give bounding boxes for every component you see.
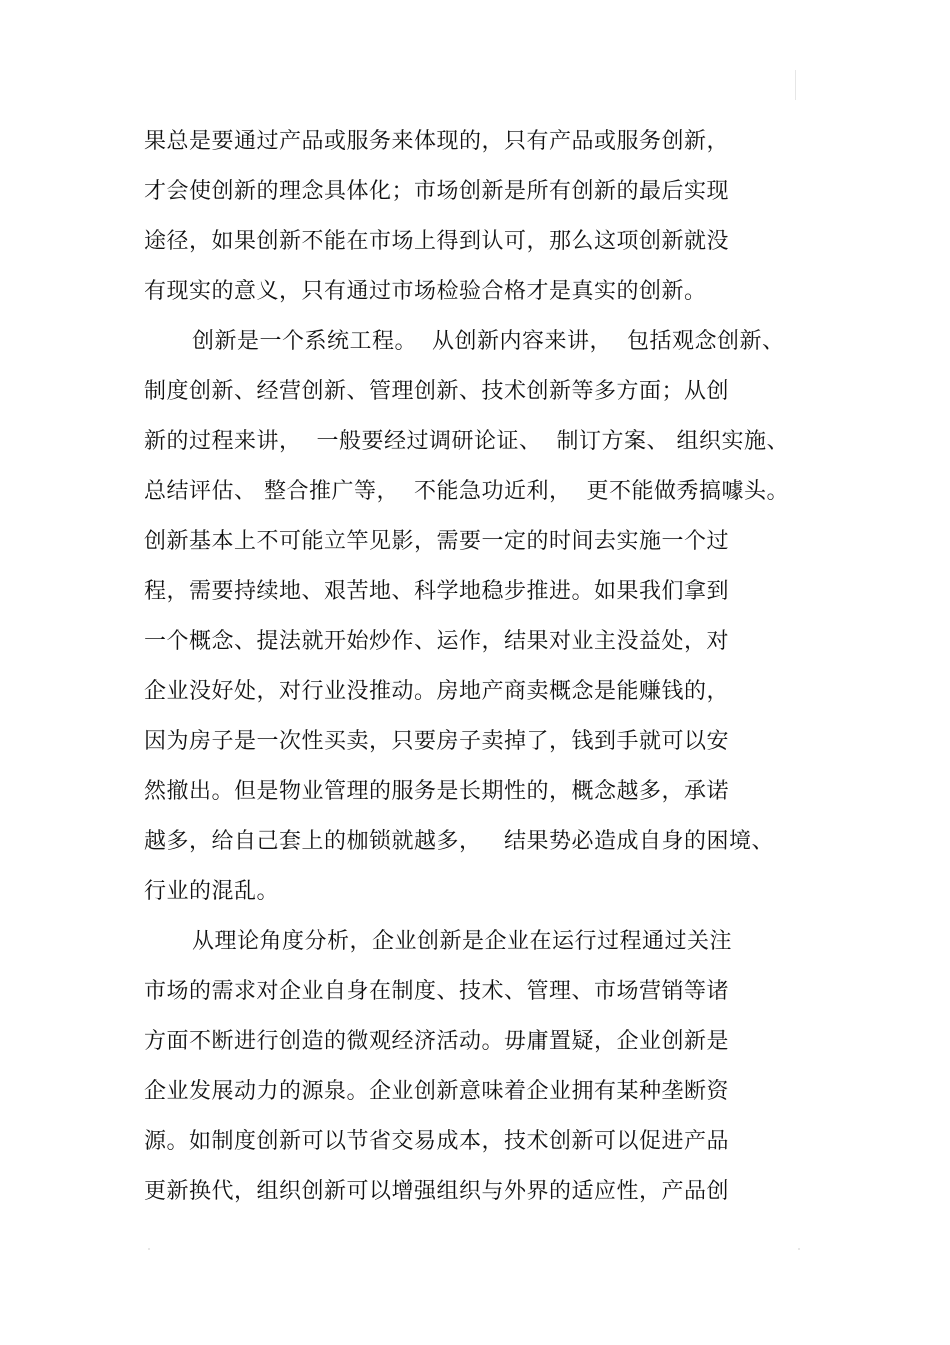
text-line: 制度创新、经营创新、管理创新、技术创新等多方面；从创 <box>144 379 730 404</box>
text-line: 因为房子是一次性买卖，只要房子卖掉了，钱到手就可以安 <box>144 729 730 754</box>
text-line: 才会使创新的理念具体化；市场创新是所有创新的最后实现 <box>144 179 730 204</box>
text-line: 方面不断进行创造的微观经济活动。毋庸置疑，企业创新是 <box>144 1029 730 1054</box>
paragraph-first-line: 从理论角度分析，企业创新是企业在运行过程通过关注 <box>192 929 733 954</box>
text-line: 然撤出。但是物业管理的服务是长期性的，概念越多，承诺 <box>144 779 730 804</box>
text-line: 越多，给自己套上的枷锁就越多， 结果势必造成自身的困境、 <box>144 829 774 854</box>
text-line: 行业的混乱。 <box>144 879 280 904</box>
text-line: 创新基本上不可能立竿见影，需要一定的时间去实施一个过 <box>144 529 730 554</box>
text-line: 企业发展动力的源泉。企业创新意味着企业拥有某种垄断资 <box>144 1079 730 1104</box>
text-line: 源。如制度创新可以节省交易成本，技术创新可以促进产品 <box>144 1129 730 1154</box>
text-line: 市场的需求对企业自身在制度、技术、管理、市场营销等诸 <box>144 979 730 1004</box>
text-line: 果总是要通过产品或服务来体现的，只有产品或服务创新， <box>144 129 730 154</box>
text-line: 程，需要持续地、艰苦地、科学地稳步推进。如果我们拿到 <box>144 579 730 604</box>
scan-mark-bottom-right <box>798 1248 800 1250</box>
text-line: 一个概念、提法就开始炒作、运作，结果对业主没益处，对 <box>144 629 730 654</box>
text-line: 新的过程来讲， 一般要经过调研论证、 制订方案、 组织实施、 <box>144 429 789 454</box>
text-line: 更新换代，组织创新可以增强组织与外界的适应性，产品创 <box>144 1179 730 1204</box>
text-line: 有现实的意义，只有通过市场检验合格才是真实的创新。 <box>144 279 707 304</box>
text-line: 途径，如果创新不能在市场上得到认可，那么这项创新就没 <box>144 229 730 254</box>
scan-mark-bottom-left <box>148 1248 150 1250</box>
paragraph-first-line: 创新是一个系统工程。 从创新内容来讲， 包括观念创新、 <box>192 329 785 354</box>
text-line: 总结评估、 整合推广等， 不能急功近利， 更不能做秀搞噱头。 <box>144 479 789 504</box>
scan-mark-top-right <box>795 70 796 100</box>
text-line: 企业没好处，对行业没推动。房地产商卖概念是能赚钱的， <box>144 679 730 704</box>
